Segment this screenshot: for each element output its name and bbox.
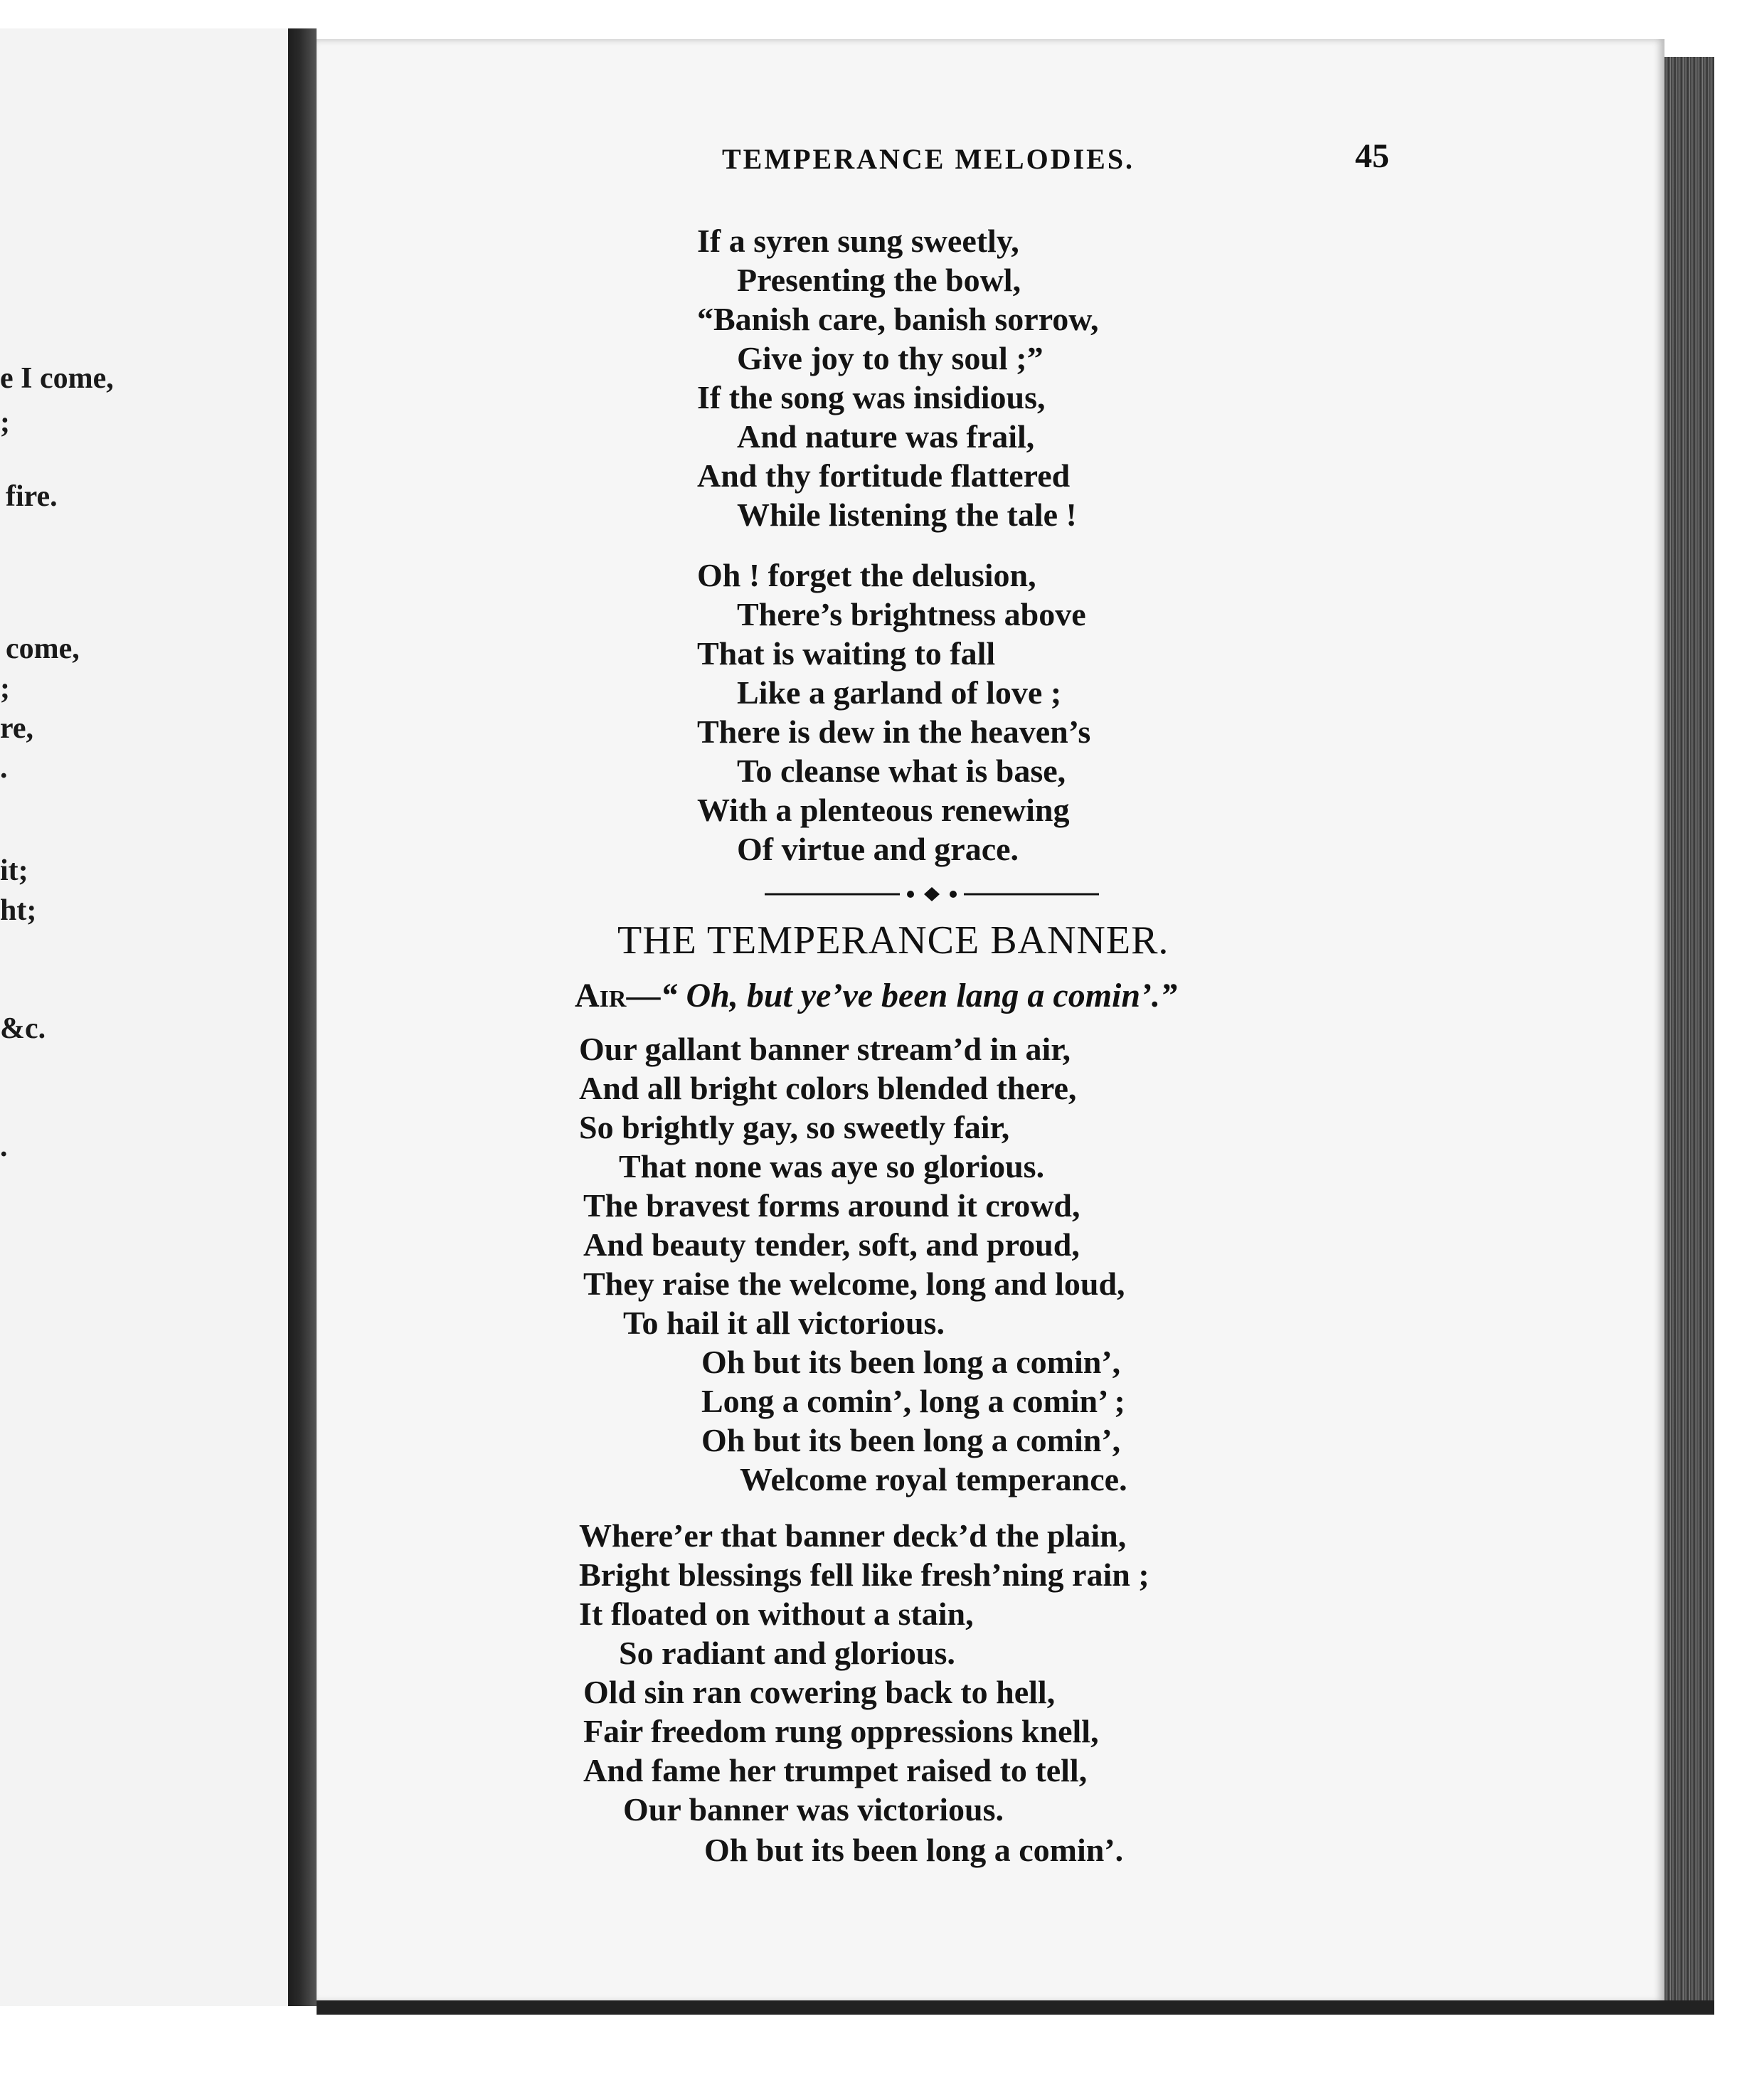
left-fragment: it;: [0, 854, 28, 887]
left-fragment: .: [0, 1130, 8, 1163]
poem-line: Of virtue and grace.: [737, 831, 1019, 867]
poem-line: If the song was insidious,: [697, 379, 1046, 415]
song-line: That none was aye so glorious.: [619, 1148, 1045, 1184]
running-header: TEMPERANCE MELODIES.: [722, 143, 1135, 175]
song-line: And fame her trumpet raised to tell,: [583, 1752, 1088, 1788]
page-number: 45: [1355, 137, 1389, 175]
song-line: Fair freedom rung oppressions knell,: [583, 1713, 1099, 1749]
left-fragment: ;: [0, 406, 10, 439]
poem-line: Oh ! forget the delusion,: [697, 557, 1036, 593]
song-line: To hail it all victorious.: [623, 1305, 945, 1341]
poem-line: If a syren sung sweetly,: [697, 223, 1019, 259]
chorus-line: Welcome royal temperance.: [740, 1461, 1127, 1497]
chorus-line: Oh but its been long a comin’,: [701, 1422, 1121, 1458]
left-fragment: ;: [0, 672, 10, 705]
song-line: And all bright colors blended there,: [579, 1070, 1077, 1106]
left-facing-page: [0, 28, 292, 2006]
poem-line: Presenting the bowl,: [737, 262, 1021, 298]
song-line: Our banner was victorious.: [623, 1791, 1004, 1828]
ornament-divider: [765, 886, 1099, 903]
page-bottom-shadow: [317, 2000, 1714, 2015]
poem-line: There is dew in the heaven’s: [697, 714, 1091, 750]
left-fragment: e I come,: [0, 362, 114, 395]
song-line: So radiant and glorious.: [619, 1635, 955, 1671]
poem-line: Like a garland of love ;: [737, 674, 1062, 711]
poem-line: “Banish care, banish sorrow,: [697, 301, 1099, 337]
song-title: THE TEMPERANCE BANNER.: [617, 918, 1169, 962]
song-line: Where’er that banner deck’d the plain,: [579, 1517, 1127, 1554]
poem-line: That is waiting to fall: [697, 635, 996, 672]
chorus-line: Oh but its been long a comin’,: [701, 1344, 1121, 1380]
left-fragment: re,: [0, 712, 34, 745]
song-line: Bright blessings fell like fresh’ning rain ;: [579, 1557, 1149, 1593]
left-fragment: come,: [6, 632, 80, 665]
song-line: It floated on without a stain,: [579, 1596, 974, 1632]
poem-line: While listening the tale !: [737, 497, 1077, 533]
air-line: [575, 976, 1177, 1015]
left-fragment: .: [0, 752, 8, 785]
left-fragment: fire.: [6, 480, 58, 513]
poem-line: And thy fortitude flattered: [697, 457, 1071, 494]
chorus-line: Oh but its been long a comin’.: [704, 1832, 1124, 1868]
left-fragment: ht;: [0, 894, 37, 927]
chorus-line: Long a comin’, long a comin’ ;: [701, 1383, 1125, 1419]
song-line: They raise the welcome, long and loud,: [583, 1266, 1125, 1302]
left-fragment: &c.: [0, 1012, 46, 1045]
poem-line: There’s brightness above: [737, 596, 1086, 632]
song-line: Our gallant banner stream’d in air,: [579, 1031, 1071, 1067]
book-gutter: [288, 28, 317, 2006]
page-edges: [1664, 57, 1714, 2006]
air-label: Air—: [575, 977, 661, 1014]
poem-line: With a plenteous renewing: [697, 792, 1070, 828]
poem-line: Give joy to thy soul ;”: [737, 340, 1044, 376]
air-tune: “ Oh, but ye’ve been lang a comin’.”: [660, 977, 1178, 1014]
song-line: Old sin ran cowering back to hell,: [583, 1674, 1056, 1710]
poem-line: To cleanse what is base,: [737, 753, 1066, 789]
song-line: The bravest forms around it crowd,: [583, 1187, 1080, 1224]
song-line: And beauty tender, soft, and proud,: [583, 1226, 1080, 1263]
poem-line: And nature was frail,: [737, 418, 1035, 455]
song-line: So brightly gay, so sweetly fair,: [579, 1109, 1010, 1145]
